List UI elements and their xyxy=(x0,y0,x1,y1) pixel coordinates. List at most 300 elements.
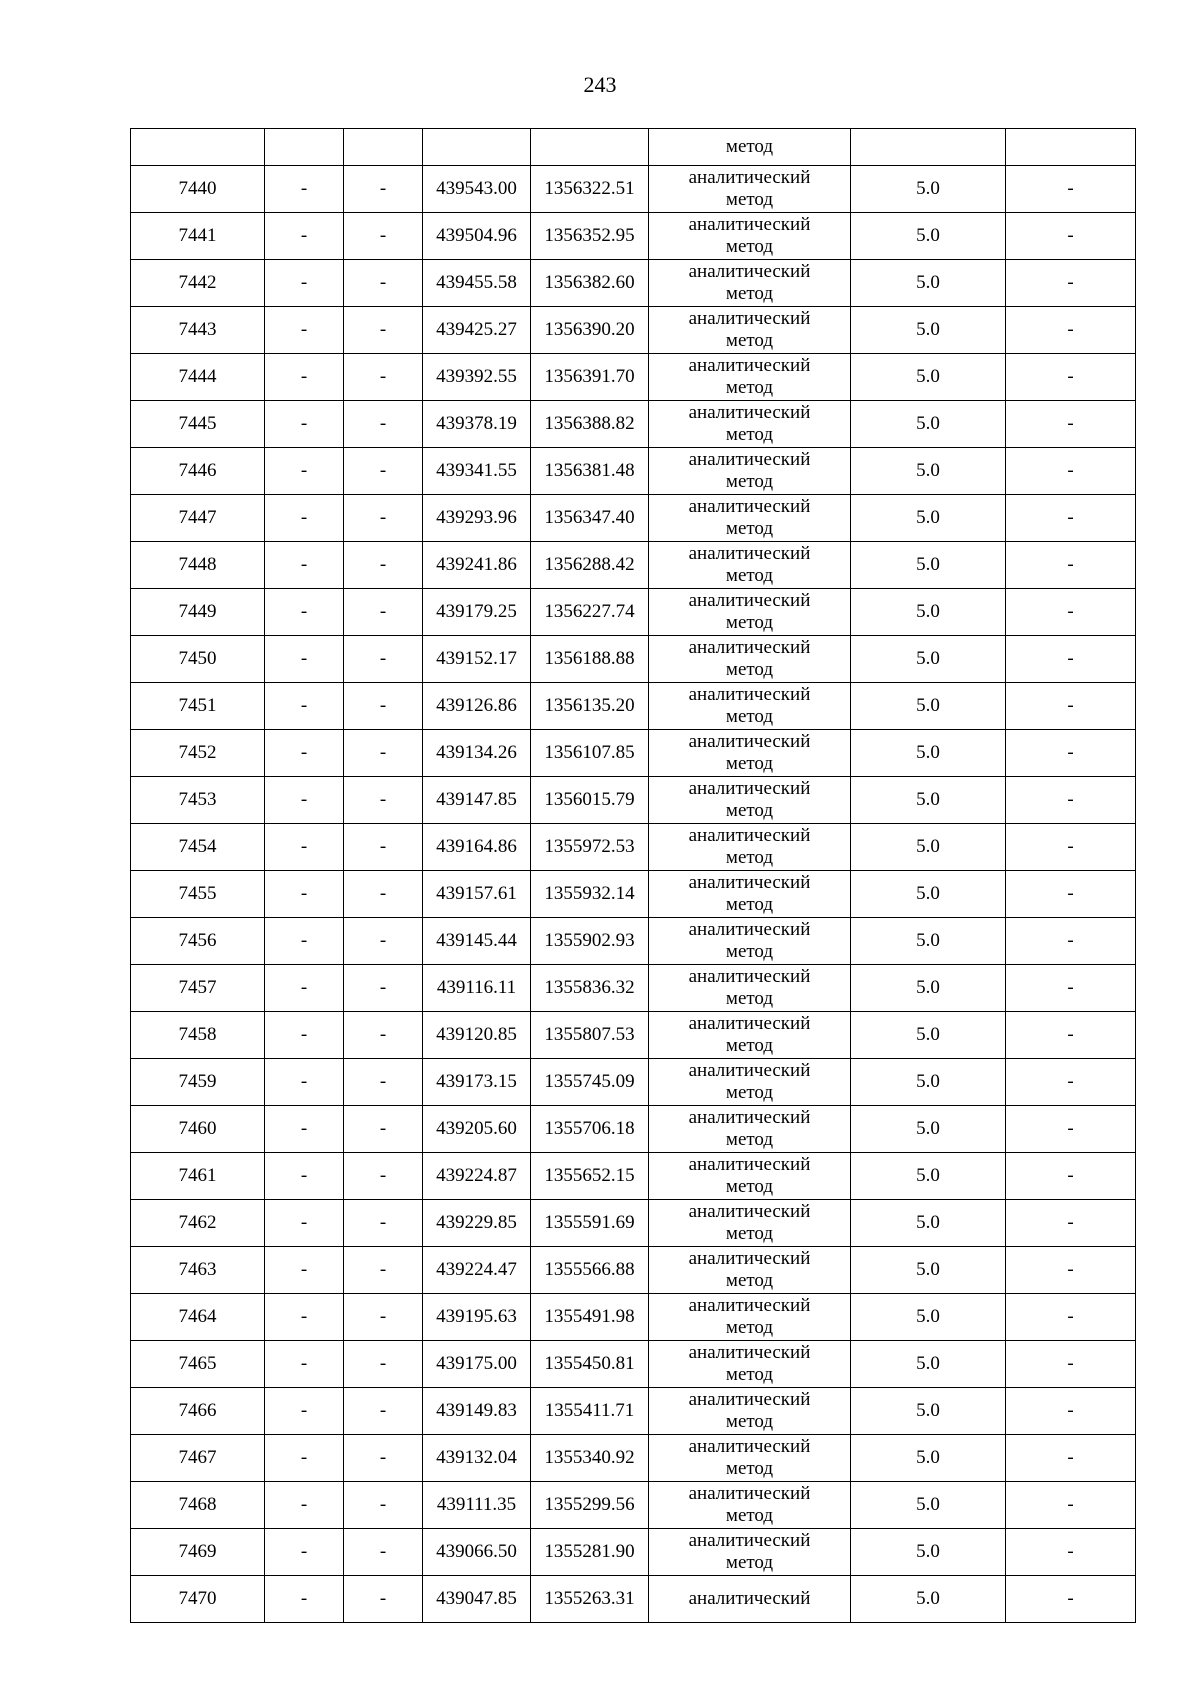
y-coordinate-cell: 1355807.53 xyxy=(531,1012,649,1059)
method-line-2: метод xyxy=(725,706,774,727)
accuracy-cell: 5.0 xyxy=(851,213,1006,260)
point-number-cell: 7452 xyxy=(131,730,265,777)
accuracy-cell: 5.0 xyxy=(851,448,1006,495)
dash-cell: - xyxy=(1006,260,1136,307)
table-row xyxy=(131,1294,1136,1341)
y-coordinate-cell: 1356388.82 xyxy=(531,401,649,448)
y-coordinate-cell: 1355411.71 xyxy=(531,1388,649,1435)
method-cell xyxy=(649,1482,851,1529)
method-line-1: аналитический xyxy=(688,308,811,329)
point-number-cell: 7441 xyxy=(131,213,265,260)
dash-cell: - xyxy=(344,1576,423,1623)
accuracy-cell: 5.0 xyxy=(851,1059,1006,1106)
dash-cell: - xyxy=(265,824,344,871)
table-row xyxy=(131,401,1136,448)
point-number-cell: 7456 xyxy=(131,918,265,965)
method-line-1: аналитический xyxy=(688,1389,811,1410)
y-coordinate-cell: 1355340.92 xyxy=(531,1435,649,1482)
x-coordinate-cell: 439425.27 xyxy=(423,307,531,354)
point-number-cell: 7447 xyxy=(131,495,265,542)
page-number: 243 xyxy=(583,72,617,97)
x-coordinate-cell: 439116.11 xyxy=(423,965,531,1012)
dash-cell: - xyxy=(344,871,423,918)
dash-cell: - xyxy=(1006,824,1136,871)
dash-cell: - xyxy=(265,1059,344,1106)
method-cell xyxy=(649,824,851,871)
method-line-1: аналитический xyxy=(688,1154,811,1175)
dash-cell: - xyxy=(1006,1153,1136,1200)
dash-cell: - xyxy=(1006,683,1136,730)
dash-cell: - xyxy=(344,1012,423,1059)
dash-cell: - xyxy=(1006,965,1136,1012)
dash-cell: - xyxy=(1006,1012,1136,1059)
y-coordinate-cell: 1356188.88 xyxy=(531,636,649,683)
method-cell xyxy=(649,307,851,354)
dash-cell: - xyxy=(1006,1388,1136,1435)
method-line-2: метод xyxy=(725,1317,774,1338)
y-coordinate-cell: 1356381.48 xyxy=(531,448,649,495)
table-row xyxy=(131,1012,1136,1059)
dash-cell: - xyxy=(265,1388,344,1435)
point-number-cell: 7446 xyxy=(131,448,265,495)
dash-cell: - xyxy=(1006,448,1136,495)
y-coordinate-cell: 1355491.98 xyxy=(531,1294,649,1341)
dash-cell: - xyxy=(265,1482,344,1529)
accuracy-cell: 5.0 xyxy=(851,401,1006,448)
y-coordinate-cell: 1355591.69 xyxy=(531,1200,649,1247)
method-line-2: метод xyxy=(725,988,774,1009)
point-number-cell: 7468 xyxy=(131,1482,265,1529)
y-coordinate-cell: 1355566.88 xyxy=(531,1247,649,1294)
method-line-2: метод xyxy=(725,518,774,539)
dash-cell: - xyxy=(344,730,423,777)
accuracy-cell: 5.0 xyxy=(851,824,1006,871)
method-line-1: аналитический xyxy=(688,1588,811,1609)
x-coordinate-cell: 439126.86 xyxy=(423,683,531,730)
dash-cell: - xyxy=(1006,1294,1136,1341)
method-line-2: метод xyxy=(725,894,774,915)
dash-cell: - xyxy=(344,495,423,542)
coordinates-table xyxy=(130,128,1136,1623)
y-coordinate-cell: 1356347.40 xyxy=(531,495,649,542)
point-number-cell: 7467 xyxy=(131,1435,265,1482)
method-line-2: метод xyxy=(725,1411,774,1432)
dash-cell: - xyxy=(344,1247,423,1294)
dash-cell: - xyxy=(1006,1435,1136,1482)
method-line-1: аналитический xyxy=(688,1436,811,1457)
point-number-cell: 7448 xyxy=(131,542,265,589)
empty-cell xyxy=(265,129,344,166)
x-coordinate-cell: 439157.61 xyxy=(423,871,531,918)
y-coordinate-cell: 1355932.14 xyxy=(531,871,649,918)
point-number-cell: 7462 xyxy=(131,1200,265,1247)
dash-cell: - xyxy=(344,1341,423,1388)
table-row xyxy=(131,1388,1136,1435)
dash-cell: - xyxy=(1006,777,1136,824)
y-coordinate-cell: 1356390.20 xyxy=(531,307,649,354)
method-line-2: метод xyxy=(725,189,774,210)
y-coordinate-cell: 1355972.53 xyxy=(531,824,649,871)
method-cell xyxy=(649,1106,851,1153)
method-line-1: аналитический xyxy=(688,496,811,517)
dash-cell: - xyxy=(1006,213,1136,260)
table-row xyxy=(131,1200,1136,1247)
method-cell xyxy=(649,1388,851,1435)
method-cell xyxy=(649,777,851,824)
method-line-2: метод xyxy=(725,330,774,351)
method-cell xyxy=(649,495,851,542)
method-cell xyxy=(649,354,851,401)
dash-cell: - xyxy=(1006,1576,1136,1623)
dash-cell: - xyxy=(265,730,344,777)
method-line-2: метод xyxy=(725,612,774,633)
method-line-1: аналитический xyxy=(688,1013,811,1034)
point-number-cell: 7460 xyxy=(131,1106,265,1153)
dash-cell: - xyxy=(265,1012,344,1059)
table-row xyxy=(131,1106,1136,1153)
x-coordinate-cell: 439175.00 xyxy=(423,1341,531,1388)
dash-cell: - xyxy=(265,683,344,730)
dash-cell: - xyxy=(265,1435,344,1482)
empty-cell xyxy=(1006,129,1136,166)
table-row xyxy=(131,918,1136,965)
method-line-2: метод xyxy=(725,1552,774,1573)
method-line-1: аналитический xyxy=(688,167,811,188)
table-row xyxy=(131,777,1136,824)
dash-cell: - xyxy=(344,1388,423,1435)
table-row xyxy=(131,1341,1136,1388)
x-coordinate-cell: 439229.85 xyxy=(423,1200,531,1247)
x-coordinate-cell: 439120.85 xyxy=(423,1012,531,1059)
method-line-1: аналитический xyxy=(688,1483,811,1504)
accuracy-cell: 5.0 xyxy=(851,1012,1006,1059)
method-cell xyxy=(649,965,851,1012)
dash-cell: - xyxy=(265,401,344,448)
x-coordinate-cell: 439392.55 xyxy=(423,354,531,401)
method-line-2: метод xyxy=(725,1223,774,1244)
dash-cell: - xyxy=(265,448,344,495)
method-cell xyxy=(649,166,851,213)
x-coordinate-cell: 439147.85 xyxy=(423,777,531,824)
method-cell xyxy=(649,636,851,683)
method-line-1: аналитический xyxy=(688,1342,811,1363)
dash-cell: - xyxy=(265,307,344,354)
dash-cell: - xyxy=(265,636,344,683)
method-line-1: аналитический xyxy=(688,1530,811,1551)
x-coordinate-cell: 439132.04 xyxy=(423,1435,531,1482)
x-coordinate-cell: 439111.35 xyxy=(423,1482,531,1529)
method-line-1: аналитический xyxy=(688,1295,811,1316)
method-line-2: метод xyxy=(725,800,774,821)
method-cell xyxy=(649,213,851,260)
y-coordinate-cell: 1356227.74 xyxy=(531,589,649,636)
dash-cell: - xyxy=(344,1153,423,1200)
dash-cell: - xyxy=(344,1435,423,1482)
dash-cell: - xyxy=(265,495,344,542)
dash-cell: - xyxy=(1006,166,1136,213)
method-line-2: метод xyxy=(725,847,774,868)
dash-cell: - xyxy=(1006,871,1136,918)
point-number-cell: 7453 xyxy=(131,777,265,824)
dash-cell: - xyxy=(344,1529,423,1576)
table-row xyxy=(131,495,1136,542)
method-line-2: метод xyxy=(725,1270,774,1291)
method-line-1: аналитический xyxy=(688,684,811,705)
point-number-cell: 7466 xyxy=(131,1388,265,1435)
method-line-1: аналитический xyxy=(688,966,811,987)
dash-cell: - xyxy=(1006,1200,1136,1247)
dash-cell: - xyxy=(265,542,344,589)
dash-cell: - xyxy=(1006,1247,1136,1294)
table-row xyxy=(131,1435,1136,1482)
method-line-1: аналитический xyxy=(688,1107,811,1128)
dash-cell: - xyxy=(1006,307,1136,354)
dash-cell: - xyxy=(265,260,344,307)
method-line-1: аналитический xyxy=(688,261,811,282)
x-coordinate-cell: 439195.63 xyxy=(423,1294,531,1341)
accuracy-cell: 5.0 xyxy=(851,730,1006,777)
dash-cell: - xyxy=(1006,636,1136,683)
accuracy-cell: 5.0 xyxy=(851,1247,1006,1294)
dash-cell: - xyxy=(1006,1106,1136,1153)
y-coordinate-cell: 1355263.31 xyxy=(531,1576,649,1623)
method-line-2: метод xyxy=(725,753,774,774)
method-cell xyxy=(649,1153,851,1200)
accuracy-cell: 5.0 xyxy=(851,1294,1006,1341)
x-coordinate-cell: 439066.50 xyxy=(423,1529,531,1576)
method-cell xyxy=(649,918,851,965)
dash-cell: - xyxy=(344,213,423,260)
table-row xyxy=(131,166,1136,213)
table-row xyxy=(131,1482,1136,1529)
accuracy-cell: 5.0 xyxy=(851,1200,1006,1247)
table-row xyxy=(131,871,1136,918)
empty-cell xyxy=(344,129,423,166)
method-line-2: метод xyxy=(725,471,774,492)
y-coordinate-cell: 1355902.93 xyxy=(531,918,649,965)
dash-cell: - xyxy=(1006,730,1136,777)
method-line-1: аналитический xyxy=(688,919,811,940)
dash-cell: - xyxy=(265,166,344,213)
dash-cell: - xyxy=(1006,589,1136,636)
method-cell xyxy=(649,589,851,636)
dash-cell: - xyxy=(344,1294,423,1341)
y-coordinate-cell: 1356352.95 xyxy=(531,213,649,260)
empty-cell xyxy=(131,129,265,166)
point-number-cell: 7465 xyxy=(131,1341,265,1388)
method-line-1: аналитический xyxy=(688,825,811,846)
method-cell xyxy=(649,448,851,495)
dash-cell: - xyxy=(344,824,423,871)
method-line-2: метод xyxy=(725,1505,774,1526)
dash-cell: - xyxy=(1006,401,1136,448)
accuracy-cell: 5.0 xyxy=(851,1576,1006,1623)
method-cell xyxy=(649,730,851,777)
point-number-cell: 7450 xyxy=(131,636,265,683)
dash-cell: - xyxy=(344,683,423,730)
x-coordinate-cell: 439293.96 xyxy=(423,495,531,542)
point-number-cell: 7449 xyxy=(131,589,265,636)
accuracy-cell: 5.0 xyxy=(851,495,1006,542)
point-number-cell: 7470 xyxy=(131,1576,265,1623)
point-number-cell: 7469 xyxy=(131,1529,265,1576)
x-coordinate-cell: 439224.47 xyxy=(423,1247,531,1294)
accuracy-cell: 5.0 xyxy=(851,1435,1006,1482)
point-number-cell: 7459 xyxy=(131,1059,265,1106)
dash-cell: - xyxy=(265,1341,344,1388)
table-body xyxy=(131,129,1136,1623)
dash-cell: - xyxy=(265,1576,344,1623)
table-row xyxy=(131,213,1136,260)
table-row xyxy=(131,1059,1136,1106)
dash-cell: - xyxy=(344,1059,423,1106)
method-line-1: аналитический xyxy=(688,731,811,752)
accuracy-cell: 5.0 xyxy=(851,1388,1006,1435)
method-line-2: метод xyxy=(725,236,774,257)
x-coordinate-cell: 439145.44 xyxy=(423,918,531,965)
dash-cell: - xyxy=(1006,1529,1136,1576)
empty-cell xyxy=(423,129,531,166)
dash-cell: - xyxy=(344,307,423,354)
dash-cell: - xyxy=(344,354,423,401)
table-row xyxy=(131,636,1136,683)
point-number-cell: 7464 xyxy=(131,1294,265,1341)
y-coordinate-cell: 1355281.90 xyxy=(531,1529,649,1576)
method-line-1: аналитический xyxy=(688,1060,811,1081)
dash-cell: - xyxy=(344,589,423,636)
method-cell xyxy=(649,401,851,448)
y-coordinate-cell: 1355652.15 xyxy=(531,1153,649,1200)
accuracy-cell: 5.0 xyxy=(851,542,1006,589)
x-coordinate-cell: 439047.85 xyxy=(423,1576,531,1623)
x-coordinate-cell: 439224.87 xyxy=(423,1153,531,1200)
y-coordinate-cell: 1356391.70 xyxy=(531,354,649,401)
method-line-2: метод xyxy=(725,659,774,680)
dash-cell: - xyxy=(265,965,344,1012)
dash-cell: - xyxy=(1006,542,1136,589)
dash-cell: - xyxy=(344,1106,423,1153)
method-cell xyxy=(649,683,851,730)
point-number-cell: 7443 xyxy=(131,307,265,354)
x-coordinate-cell: 439378.19 xyxy=(423,401,531,448)
table-row xyxy=(131,448,1136,495)
method-cell xyxy=(649,1247,851,1294)
method-line-2: метод xyxy=(725,424,774,445)
table-row xyxy=(131,730,1136,777)
dash-cell: - xyxy=(1006,1482,1136,1529)
dash-cell: - xyxy=(265,1529,344,1576)
method-cell xyxy=(649,1341,851,1388)
method-line-2: метод xyxy=(725,1129,774,1150)
method-cell xyxy=(649,260,851,307)
x-coordinate-cell: 439205.60 xyxy=(423,1106,531,1153)
method-cell xyxy=(649,1435,851,1482)
method-cell xyxy=(649,542,851,589)
point-number-cell: 7454 xyxy=(131,824,265,871)
continuation-row xyxy=(131,129,1136,166)
table-row xyxy=(131,1153,1136,1200)
y-coordinate-cell: 1356107.85 xyxy=(531,730,649,777)
method-line-2: метод xyxy=(725,283,774,304)
x-coordinate-cell: 439149.83 xyxy=(423,1388,531,1435)
table-row xyxy=(131,824,1136,871)
point-number-cell: 7444 xyxy=(131,354,265,401)
dash-cell: - xyxy=(265,1153,344,1200)
point-number-cell: 7445 xyxy=(131,401,265,448)
accuracy-cell: 5.0 xyxy=(851,636,1006,683)
dash-cell: - xyxy=(1006,495,1136,542)
method-line-2: метод xyxy=(725,377,774,398)
method-cell xyxy=(649,1059,851,1106)
dash-cell: - xyxy=(265,354,344,401)
method-line-1: аналитический xyxy=(688,590,811,611)
point-number-cell: 7461 xyxy=(131,1153,265,1200)
table-row xyxy=(131,1247,1136,1294)
table-row xyxy=(131,589,1136,636)
method-line-2: метод xyxy=(725,1458,774,1479)
accuracy-cell: 5.0 xyxy=(851,683,1006,730)
dash-cell: - xyxy=(344,1482,423,1529)
dash-cell: - xyxy=(344,166,423,213)
dash-cell: - xyxy=(344,777,423,824)
x-coordinate-cell: 439241.86 xyxy=(423,542,531,589)
dash-cell: - xyxy=(265,1247,344,1294)
method-line-1: аналитический xyxy=(688,872,811,893)
dash-cell: - xyxy=(1006,354,1136,401)
y-coordinate-cell: 1355836.32 xyxy=(531,965,649,1012)
accuracy-cell: 5.0 xyxy=(851,354,1006,401)
table-row xyxy=(131,965,1136,1012)
empty-cell xyxy=(851,129,1006,166)
point-number-cell: 7457 xyxy=(131,965,265,1012)
accuracy-cell: 5.0 xyxy=(851,307,1006,354)
y-coordinate-cell: 1356288.42 xyxy=(531,542,649,589)
x-coordinate-cell: 439341.55 xyxy=(423,448,531,495)
point-number-cell: 7442 xyxy=(131,260,265,307)
table-row xyxy=(131,542,1136,589)
method-line-2: метод xyxy=(725,1364,774,1385)
point-number-cell: 7455 xyxy=(131,871,265,918)
dash-cell: - xyxy=(1006,918,1136,965)
accuracy-cell: 5.0 xyxy=(851,260,1006,307)
accuracy-cell: 5.0 xyxy=(851,1529,1006,1576)
dash-cell: - xyxy=(344,260,423,307)
point-number-cell: 7458 xyxy=(131,1012,265,1059)
dash-cell: - xyxy=(265,1106,344,1153)
dash-cell: - xyxy=(344,918,423,965)
dash-cell: - xyxy=(265,1294,344,1341)
method-line-1: аналитический xyxy=(688,355,811,376)
accuracy-cell: 5.0 xyxy=(851,965,1006,1012)
empty-cell xyxy=(531,129,649,166)
x-coordinate-cell: 439164.86 xyxy=(423,824,531,871)
y-coordinate-cell: 1356135.20 xyxy=(531,683,649,730)
dash-cell: - xyxy=(265,871,344,918)
table-row xyxy=(131,1529,1136,1576)
method-line-1: аналитический xyxy=(688,543,811,564)
method-line-1: аналитический xyxy=(688,449,811,470)
dash-cell: - xyxy=(265,213,344,260)
y-coordinate-cell: 1356322.51 xyxy=(531,166,649,213)
method-line-1: аналитический xyxy=(688,637,811,658)
table-row xyxy=(131,307,1136,354)
y-coordinate-cell: 1356015.79 xyxy=(531,777,649,824)
accuracy-cell: 5.0 xyxy=(851,871,1006,918)
dash-cell: - xyxy=(344,636,423,683)
accuracy-cell: 5.0 xyxy=(851,1106,1006,1153)
accuracy-cell: 5.0 xyxy=(851,777,1006,824)
x-coordinate-cell: 439179.25 xyxy=(423,589,531,636)
